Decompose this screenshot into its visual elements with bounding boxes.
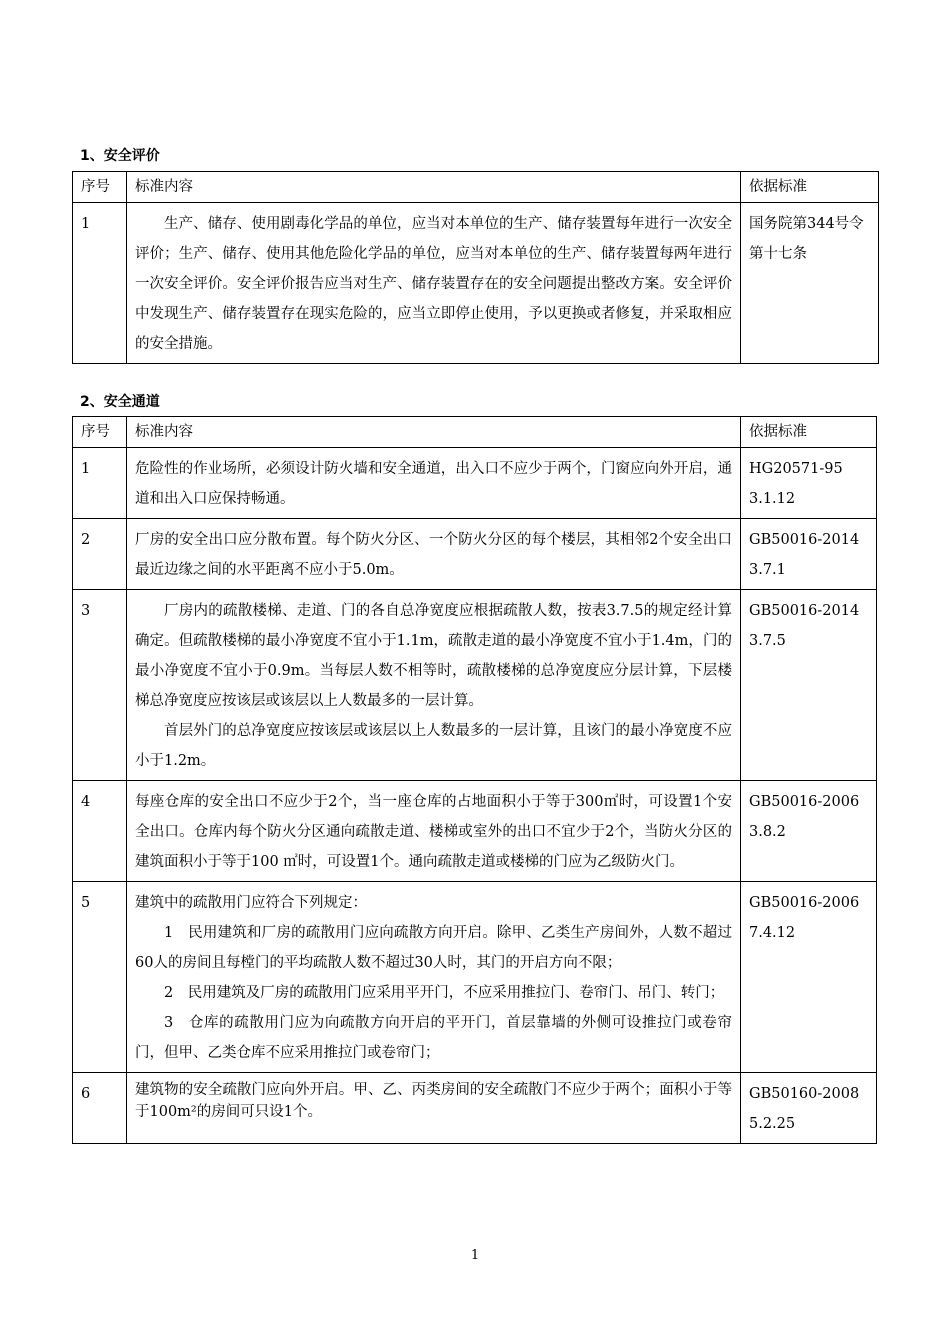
row-number: 2 <box>73 519 127 590</box>
column-header-content: 标准内容 <box>127 417 741 448</box>
content-paragraph: 生产、储存、使用剧毒化学品的单位，应当对本单位的生产、储存装置每年进行一次安全评价；生产、储存、使用其他危险化学品的单位，应当对本单位的生产、储存装置每两年进行一次安全评价。安全评价报告应当对生产、储存装置存在的安全问题提出整改方案。安全评价中发现生产、储存装置存在现实危险的，应当立即停止使用，予以更换或者修复，并采取相应的安全措施。 <box>135 216 732 352</box>
table-row <box>73 203 879 364</box>
row-content <box>127 781 741 882</box>
row-basis <box>741 448 877 519</box>
table-header-row <box>73 417 877 448</box>
section-heading-safety-evaluation: 1、安全评价 <box>80 148 160 164</box>
content-paragraph: 厂房内的疏散楼梯、走道、门的各自总净宽度应根据疏散人数，按表3.7.5的规定经计算确定。但疏散楼梯的最小净宽度不宜小于1.1m，疏散走道的最小净宽度不宜小于1.4m，门的最小净宽度不宜小于0.9m。当每层人数不相等时，疏散楼梯的总净宽度应分层计算，下层楼梯总净宽度应按该层或该层以上人数最多的一层计算。 <box>135 603 732 709</box>
basis-document: GB50016-2014 <box>749 603 860 619</box>
table-row <box>73 882 877 1073</box>
row-basis <box>741 203 879 364</box>
row-content <box>127 203 741 364</box>
row-basis <box>741 519 877 590</box>
row-number: 3 <box>73 590 127 781</box>
content-paragraph: 3 仓库的疏散用门应为向疏散方向开启的平开门，首层靠墙的外侧可设推拉门或卷帘门，但甲、乙类仓库不应采用推拉门或卷帘门； <box>135 1015 732 1061</box>
content-paragraph: 1 民用建筑和厂房的疏散用门应向疏散方向开启。除甲、乙类生产房间外，人数不超过60人的房间且每樘门的平均疏散人数不超过30人时，其门的开启方向不限； <box>135 925 732 971</box>
content-paragraph: 首层外门的总净宽度应按该层或该层以上人数最多的一层计算，且该门的最小净宽度不应小于1.2m。 <box>135 723 732 769</box>
row-number: 1 <box>73 203 127 364</box>
basis-document: 国务院第344号令 <box>749 216 864 232</box>
row-basis <box>741 781 877 882</box>
row-content <box>127 519 741 590</box>
row-number: 5 <box>73 882 127 1073</box>
basis-clause: 3.7.1 <box>749 562 786 578</box>
table-row <box>73 590 877 781</box>
row-content <box>127 590 741 781</box>
column-header-basis: 依据标准 <box>741 172 879 203</box>
column-header-content: 标准内容 <box>127 172 741 203</box>
basis-document: GB50016-2014 <box>749 532 860 548</box>
column-header-no: 序号 <box>73 417 127 448</box>
basis-clause: 3.8.2 <box>749 824 786 840</box>
safety-evaluation-table <box>72 171 879 364</box>
basis-clause: 3.1.12 <box>749 491 796 507</box>
content-paragraph: 每座仓库的安全出口不应少于2个，当一座仓库的占地面积小于等于300㎡时，可设置1个安全出口。仓库内每个防火分区通向疏散走道、楼梯或室外的出口不宜少于2个，当防火分区的建筑面积小于等于100 ㎡时，可设置1个。通向疏散走道或楼梯的门应为乙级防火门。 <box>135 794 732 870</box>
basis-document: GB50016-2006 <box>749 895 860 911</box>
basis-clause: 5.2.25 <box>749 1116 796 1132</box>
basis-document: GB50016-2006 <box>749 794 860 810</box>
basis-clause: 3.7.5 <box>749 633 786 649</box>
safety-passage-table <box>72 416 877 1144</box>
row-basis <box>741 590 877 781</box>
column-header-basis: 依据标准 <box>741 417 877 448</box>
row-content <box>127 882 741 1073</box>
row-number: 1 <box>73 448 127 519</box>
column-header-no: 序号 <box>73 172 127 203</box>
row-basis <box>741 882 877 1073</box>
row-number: 6 <box>73 1073 127 1144</box>
content-paragraph: 建筑中的疏散用门应符合下列规定： <box>135 895 367 911</box>
basis-document: HG20571-95 <box>749 461 843 477</box>
table-row <box>73 781 877 882</box>
basis-document: GB50160-2008 <box>749 1086 860 1102</box>
page-number: 1 <box>470 1248 480 1263</box>
row-number: 4 <box>73 781 127 882</box>
table-row <box>73 1073 877 1144</box>
row-basis <box>741 1073 877 1144</box>
basis-clause: 第十七条 <box>749 246 807 262</box>
content-paragraph: 建筑物的安全疏散门应向外开启。甲、乙、丙类房间的安全疏散门不应少于两个；面积小于等于100m²的房间可只设1个。 <box>135 1082 732 1120</box>
content-paragraph: 危险性的作业场所，必须设计防火墙和安全通道，出入口不应少于两个，门窗应向外开启，通道和出入口应保持畅通。 <box>135 461 732 507</box>
row-content <box>127 448 741 519</box>
table-header-row <box>73 172 879 203</box>
basis-clause: 7.4.12 <box>749 925 796 941</box>
content-paragraph: 2 民用建筑及厂房的疏散用门应采用平开门，不应采用推拉门、卷帘门、吊门、转门； <box>164 985 725 1001</box>
table-row <box>73 448 877 519</box>
row-content <box>127 1073 741 1144</box>
section-heading-safety-passage: 2、安全通道 <box>80 394 160 410</box>
content-paragraph: 厂房的安全出口应分散布置。每个防火分区、一个防火分区的每个楼层，其相邻2个安全出口最近边缘之间的水平距离不应小于5.0m。 <box>135 532 732 578</box>
table-row <box>73 519 877 590</box>
